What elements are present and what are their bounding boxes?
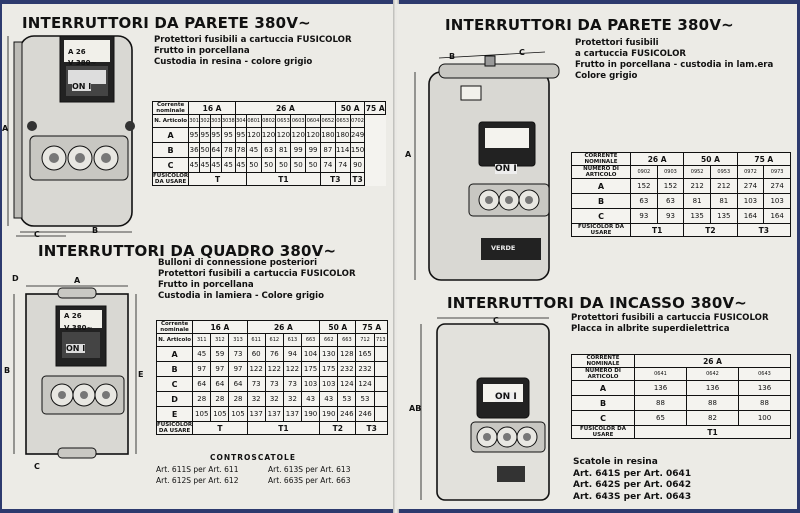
dimension-value: 137 [265, 407, 283, 422]
table-row [157, 377, 388, 392]
dimension-label: B [572, 396, 635, 411]
dimension-value: 63 [631, 194, 658, 209]
flush-switch-drawing [407, 316, 563, 506]
table-row [157, 392, 388, 407]
dimension-value: 50 [306, 158, 321, 173]
article-number: 0641 [635, 368, 687, 381]
dimension-label: B [153, 143, 189, 158]
dimension-value: 32 [247, 392, 265, 407]
article-number: 0801 [246, 115, 261, 128]
table-row [153, 143, 386, 158]
dimension-value: 137 [247, 407, 265, 422]
article-number: 0902 [631, 166, 658, 179]
table-row [572, 381, 791, 396]
current-group-header: 50 A [320, 321, 356, 334]
table-row [153, 158, 386, 173]
dimension-label: A [572, 381, 635, 396]
dimension-value: 32 [283, 392, 301, 407]
dimension-value: 97 [193, 362, 211, 377]
dimension-value: 50 [276, 158, 291, 173]
dimension-value: 88 [739, 396, 791, 411]
dimension-value: 124 [356, 377, 374, 392]
dimension-value: 88 [687, 396, 739, 411]
dimension-value [374, 347, 387, 362]
table-row [157, 321, 388, 334]
dimension-value: 76 [265, 347, 283, 362]
dimension-value: 100 [739, 411, 791, 426]
left-page [2, 4, 395, 509]
table-row [572, 355, 791, 368]
dimension-value: 164 [737, 209, 764, 224]
dimension-value: 88 [635, 396, 687, 411]
dim-a: A [74, 276, 81, 285]
dimension-value: 164 [764, 209, 791, 224]
dimension-value: 73 [265, 377, 283, 392]
dim-b: B [449, 52, 456, 61]
dimension-value: 64 [210, 143, 221, 158]
dimension-value: 93 [631, 209, 658, 224]
dimension-label: D [157, 392, 193, 407]
fusicolor-header: FUSICOLOR DA USARE [157, 422, 193, 434]
dimension-value: 43 [320, 392, 338, 407]
section-title-flush-380: INTERRUTTORI DA INCASSO 380V~ [447, 294, 748, 312]
dimension-value: 63 [657, 194, 684, 209]
controscatole-item: Art. 613S per Art. 613 [268, 465, 351, 474]
panel-label-amp: A 26 [68, 48, 86, 56]
current-group-header: 50 A [684, 153, 737, 166]
fusicolor-type: T [193, 422, 247, 435]
dimension-value: 36 [189, 143, 200, 158]
dimension-value: 190 [302, 407, 320, 422]
dimension-value: 152 [631, 179, 658, 194]
fusicolor-type: T [189, 173, 247, 186]
dimension-value: 105 [193, 407, 211, 422]
dimension-label: C [153, 158, 189, 173]
article-number: 0972 [737, 166, 764, 179]
current-group-header: 16 A [193, 321, 247, 334]
dimension-value: 45 [189, 158, 200, 173]
article-number: 662 [320, 334, 338, 347]
article-number: 302 [200, 115, 211, 128]
dim-a: A [2, 124, 9, 133]
panel-switch-drawing [8, 280, 148, 470]
desc-line: Colore grigio [575, 71, 638, 81]
panel-on-button: ON I [72, 82, 92, 91]
panel-label-amp: A 26 [64, 312, 82, 320]
dimension-value: 28 [211, 392, 229, 407]
article-number: 613 [283, 334, 301, 347]
dimension-label: C [157, 377, 193, 392]
dimension-value: 64 [193, 377, 211, 392]
dimension-value: 165 [356, 347, 374, 362]
table-row [572, 153, 791, 166]
desc-line: Protettori fusibili a cartuccia FUSICOLOR [154, 35, 352, 45]
dimension-value: 87 [320, 143, 335, 158]
dimension-value: 249 [350, 128, 365, 143]
dimension-value: 120 [276, 128, 291, 143]
dimension-value: 120 [246, 128, 261, 143]
article-number: 303 [210, 115, 221, 128]
fusicolor-type: T1 [246, 173, 320, 186]
dimension-value: 50 [200, 143, 211, 158]
articolo-header: N. Articolo [157, 334, 193, 347]
fusicolor-header: FUSICOLOR DA USARE [153, 173, 189, 185]
dimension-value: 28 [229, 392, 247, 407]
desc-line: Custodia in resina - colore grigio [154, 57, 313, 67]
fusicolor-type: T3 [737, 224, 790, 237]
dimension-value: 95 [221, 128, 235, 143]
article-number: 713 [374, 334, 387, 347]
table-row [572, 396, 791, 411]
dimension-value: 45 [210, 158, 221, 173]
dimension-value: 104 [302, 347, 320, 362]
fusicolor-header: FUSICOLOR DA USARE [572, 426, 635, 439]
dimension-value: 90 [350, 158, 365, 173]
dimension-value: 274 [737, 179, 764, 194]
article-number: 663 [338, 334, 356, 347]
fusicolor-type: T1 [635, 426, 791, 439]
table-row [572, 368, 791, 381]
dimension-label: C [572, 209, 631, 224]
dimension-label: E [157, 407, 193, 422]
fusicolor-type: T2 [684, 224, 737, 237]
scatole-list [573, 457, 691, 503]
panel-on-button: ON I [66, 344, 86, 353]
panel-on-button: ON I [495, 392, 517, 402]
dimension-value: 53 [356, 392, 374, 407]
desc-line: Protettori fusibili [575, 38, 659, 48]
article-number: 0653 [276, 115, 291, 128]
dimension-value: 73 [229, 347, 247, 362]
dimension-value: 180 [335, 128, 350, 143]
desc-line: Frutto in porcellana [154, 46, 250, 56]
article-number: 3038 [221, 115, 235, 128]
fusicolor-type: T3 [350, 173, 365, 186]
spec-table-wall [152, 101, 386, 186]
dimension-value: 97 [211, 362, 229, 377]
dimension-value: 73 [283, 377, 301, 392]
desc-line: Frutto in porcellana - custodia in lam.era [575, 60, 774, 70]
fusicolor-type: T2 [320, 422, 356, 435]
table-row [157, 347, 388, 362]
dimension-value: 105 [211, 407, 229, 422]
article-number: 0653 [335, 115, 350, 128]
dimension-value: 65 [635, 411, 687, 426]
corrente-header: Corrente nominale [157, 321, 193, 334]
current-group-header: 75 A [356, 321, 388, 334]
article-number: 0953 [710, 166, 737, 179]
desc-line: Frutto in porcellana [158, 280, 254, 290]
panel-on-button: ON I [495, 164, 517, 174]
desc-line: Protettori fusibili a cartuccia FUSICOLOR [158, 269, 356, 279]
article-number: 0702 [350, 115, 365, 128]
desc-line: Placca in albrite superdielettrica [571, 324, 730, 334]
dimension-value: 137 [283, 407, 301, 422]
dimension-value: 81 [276, 143, 291, 158]
dimension-value: 274 [764, 179, 791, 194]
desc-line: Protettori fusibili a cartuccia FUSICOLOR [571, 313, 769, 323]
dimension-value: 45 [200, 158, 211, 173]
dimension-value: 152 [657, 179, 684, 194]
dimension-value: 180 [320, 128, 335, 143]
spec-table-wall-metal [571, 152, 791, 237]
dimension-value: 45 [221, 158, 235, 173]
dimension-value: 120 [291, 128, 306, 143]
controscatole-item: Art. 611S per Art. 611 [156, 465, 239, 474]
article-number: 301 [189, 115, 200, 128]
dimension-value: 136 [635, 381, 687, 396]
nameplate-label: VERDE [491, 244, 516, 252]
article-number: 712 [356, 334, 374, 347]
articolo-header: NUMERO DI ARTICOLO [572, 368, 635, 381]
table-row [572, 194, 791, 209]
dimension-value: 103 [320, 377, 338, 392]
fusicolor-type: T1 [247, 422, 320, 435]
dimension-value [374, 377, 387, 392]
dimension-value: 28 [193, 392, 211, 407]
dimension-value: 122 [283, 362, 301, 377]
corrente-header: Corrente nominale [153, 102, 189, 115]
dimension-value: 120 [306, 128, 321, 143]
article-number: 663 [302, 334, 320, 347]
dim-c: C [519, 48, 525, 57]
dimension-value [374, 407, 387, 422]
section-title-panel-380: INTERRUTTORI DA QUADRO 380V~ [38, 242, 337, 260]
dimension-value: 50 [261, 158, 276, 173]
current-group-header: 50 A [335, 102, 365, 115]
panel-label-volt: V 380~ [68, 59, 97, 67]
dimension-value: 95 [189, 128, 200, 143]
dimension-label: B [572, 194, 631, 209]
dim-d: D [12, 274, 19, 283]
dim-c: C [493, 316, 499, 325]
section-description [154, 35, 352, 68]
fusicolor-type: T3 [320, 173, 350, 186]
dimension-value: 128 [338, 347, 356, 362]
dimension-value: 190 [320, 407, 338, 422]
dimension-value: 122 [265, 362, 283, 377]
article-number: 0903 [657, 166, 684, 179]
current-group-header: 75 A [737, 153, 790, 166]
current-group-header: 16 A [189, 102, 236, 115]
table-row [572, 179, 791, 194]
dimension-value: 212 [684, 179, 711, 194]
article-number: 0604 [306, 115, 321, 128]
dimension-value: 95 [210, 128, 221, 143]
table-row [572, 411, 791, 426]
dimension-value: 124 [338, 377, 356, 392]
article-number: 0973 [764, 166, 791, 179]
dimension-value: 103 [764, 194, 791, 209]
table-row [153, 128, 386, 143]
dimension-value: 103 [302, 377, 320, 392]
current-group-header: 75 A [365, 103, 385, 113]
dimension-value: 99 [306, 143, 321, 158]
dimension-value: 64 [211, 377, 229, 392]
dimension-value [374, 362, 387, 377]
table-row [157, 407, 388, 422]
dimension-value: 50 [246, 158, 261, 173]
dimension-value: 175 [320, 362, 338, 377]
article-number: 311 [193, 334, 211, 347]
dimension-value: 103 [737, 194, 764, 209]
dim-a: A [405, 150, 412, 159]
article-number: 612 [265, 334, 283, 347]
dimension-value: 94 [283, 347, 301, 362]
dimension-label: B [157, 362, 193, 377]
dimension-value: 59 [211, 347, 229, 362]
dimension-value [374, 392, 387, 407]
dimension-value: 135 [710, 209, 737, 224]
corrente-header: CORRENTE NOMINALE [572, 355, 635, 368]
current-group-header: 26 A [631, 153, 684, 166]
dim-ab: AB [409, 404, 422, 413]
article-number: 0952 [684, 166, 711, 179]
table-row [572, 209, 791, 224]
dimension-value: 50 [291, 158, 306, 173]
dimension-value: 93 [657, 209, 684, 224]
scatole-item: Art. 641S per Art. 0641 [573, 468, 692, 479]
table-row [157, 362, 388, 377]
article-number: 0802 [261, 115, 276, 128]
dimension-value: 81 [710, 194, 737, 209]
article-number: 304 [235, 115, 246, 128]
dimension-value: 78 [221, 143, 235, 158]
dim-b: B [92, 226, 99, 235]
dimension-label: C [572, 411, 635, 426]
desc-line: Custodia in lamiera - Colore grigio [158, 291, 325, 301]
dimension-value: 105 [229, 407, 247, 422]
section-description [575, 38, 773, 82]
dimension-value: 60 [247, 347, 265, 362]
corrente-header: CORRENTE NOMINALE [572, 153, 631, 166]
dimension-value: 120 [261, 128, 276, 143]
dimension-value: 130 [320, 347, 338, 362]
dimension-value: 45 [193, 347, 211, 362]
current-group-header: 26 A [235, 102, 335, 115]
table-row [572, 224, 791, 237]
spec-table-flush [571, 354, 791, 439]
table-row [153, 115, 386, 128]
current-group-header: 26 A [247, 321, 320, 334]
section-description [571, 313, 769, 335]
article-number: 0643 [739, 368, 791, 381]
dimension-value: 232 [338, 362, 356, 377]
fusicolor-type: T3 [356, 422, 388, 435]
dimension-label: A [572, 179, 631, 194]
dimension-value: 232 [356, 362, 374, 377]
dimension-value: 150 [350, 143, 365, 158]
dimension-value: 78 [235, 143, 246, 158]
current-group-header: 26 A [635, 355, 791, 368]
dim-e: E [138, 370, 144, 379]
dimension-value: 64 [229, 377, 247, 392]
wall-switch-metal-drawing [405, 42, 565, 292]
controscatole-title: CONTROSCATOLE [210, 453, 296, 462]
table-row [572, 166, 791, 179]
article-number: 312 [211, 334, 229, 347]
article-number: 0652 [320, 115, 335, 128]
dimension-value: 74 [320, 158, 335, 173]
table-row [153, 173, 386, 186]
section-title-wall-380: INTERRUTTORI DA PARETE 380V~ [22, 14, 311, 32]
dimension-value: 74 [335, 158, 350, 173]
dimension-value: 73 [247, 377, 265, 392]
controscatole-item: Art. 612S per Art. 612 [156, 476, 239, 485]
dimension-value: 45 [235, 158, 246, 173]
fusicolor-type: T1 [631, 224, 684, 237]
dimension-value: 246 [338, 407, 356, 422]
scatole-item: Art. 642S per Art. 0642 [573, 480, 692, 490]
articolo-header: NUMERO DI ARTICOLO [572, 166, 631, 179]
dimension-label: A [157, 347, 193, 362]
dimension-value: 95 [200, 128, 211, 143]
dimension-value: 114 [335, 143, 350, 158]
desc-line: Bulloni di connessione posteriori [158, 258, 318, 268]
desc-line: a cartuccia FUSICOLOR [575, 49, 687, 59]
article-number: 313 [229, 334, 247, 347]
dimension-value: 135 [684, 209, 711, 224]
dim-c: C [34, 462, 40, 471]
dimension-value: 136 [687, 381, 739, 396]
table-row [157, 334, 388, 347]
dimension-value: 122 [247, 362, 265, 377]
dimension-value: 43 [302, 392, 320, 407]
dimension-value: 95 [235, 128, 246, 143]
right-page [397, 4, 797, 509]
scatole-title: Scatole in resina [573, 457, 658, 467]
article-number: 0603 [291, 115, 306, 128]
dimension-value: 63 [261, 143, 276, 158]
dimension-value: 32 [265, 392, 283, 407]
section-title-wall-380: INTERRUTTORI DA PARETE 380V~ [445, 16, 734, 34]
dimension-value: 136 [739, 381, 791, 396]
scatole-item: Art. 643S per Art. 0643 [573, 491, 692, 502]
controscatole-item: Art. 663S per Art. 663 [268, 476, 351, 485]
article-number: 611 [247, 334, 265, 347]
dimension-value: 82 [687, 411, 739, 426]
dim-c: C [34, 230, 40, 239]
dim-b: B [4, 366, 11, 375]
dimension-value: 53 [338, 392, 356, 407]
table-row [153, 102, 386, 115]
articolo-header: N. Articolo [153, 115, 189, 128]
dimension-value: 97 [229, 362, 247, 377]
table-row [572, 426, 791, 439]
dimension-value: 81 [684, 194, 711, 209]
dimension-value: 246 [356, 407, 374, 422]
table-row [157, 422, 388, 435]
fusicolor-header: FUSICOLOR DA USARE [572, 224, 631, 237]
dimension-label: A [153, 128, 189, 143]
spec-table-panel [156, 320, 388, 435]
dimension-value: 45 [246, 143, 261, 158]
panel-label-volt: V 380~ [64, 324, 93, 332]
dimension-value: 212 [710, 179, 737, 194]
article-number: 0642 [687, 368, 739, 381]
dimension-value: 99 [291, 143, 306, 158]
dimension-value: 175 [302, 362, 320, 377]
section-description [158, 258, 356, 302]
